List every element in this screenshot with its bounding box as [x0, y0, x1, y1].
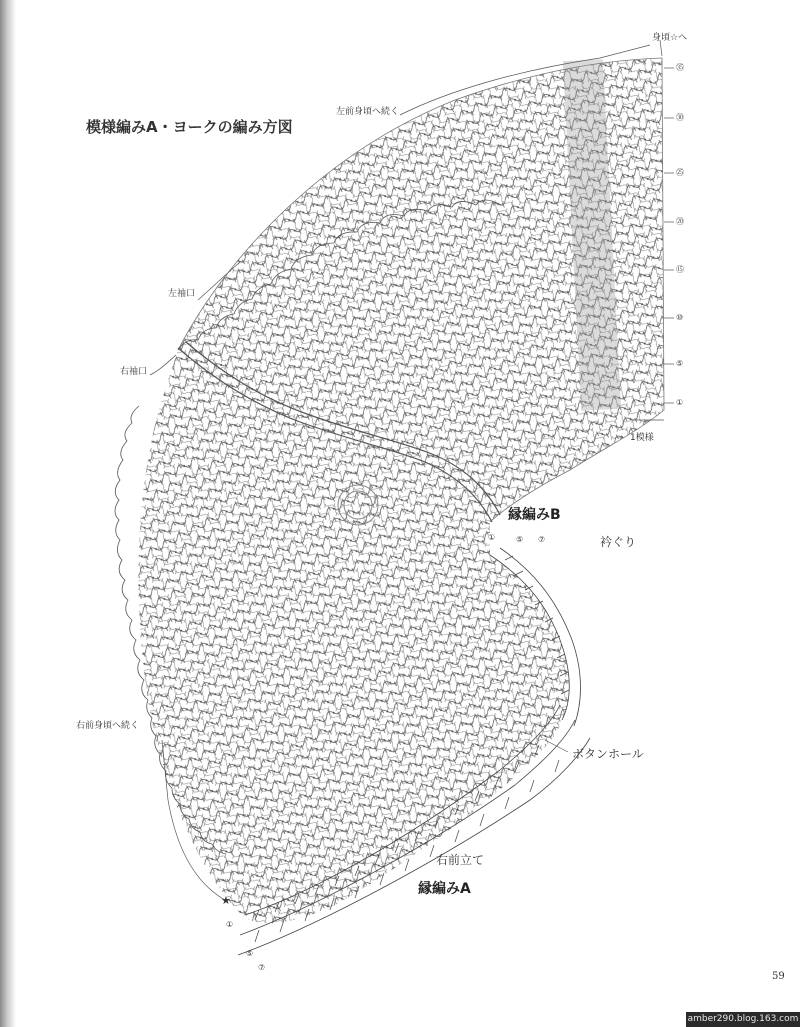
- bottom-row-marker-5: ⑤: [246, 949, 254, 958]
- bottom-row-marker-7: ⑦: [258, 963, 266, 972]
- body-to-label: 身頃☆へ: [652, 33, 688, 43]
- row-marker-20: ⑳: [676, 217, 684, 226]
- row-marker-25: ㉕: [676, 168, 684, 177]
- neckline-label: 衿ぐり: [600, 535, 637, 549]
- left-sleeve-label: 左袖口: [168, 289, 196, 299]
- neck-row-marker-7: ⑦: [538, 535, 546, 544]
- blog-watermark: amber290.blog.163.com: [686, 1012, 800, 1027]
- page-number: 59: [772, 971, 785, 982]
- row-marker-1: ①: [676, 398, 684, 407]
- star-marker: ★: [221, 894, 231, 907]
- row-marker-10: ⑩: [676, 313, 684, 322]
- right-front-band-label: 右前立て: [436, 853, 485, 867]
- right-sleeve-label: 右袖口: [120, 367, 148, 377]
- right-front-continue-label: 右前身頃へ続く: [76, 721, 140, 731]
- left-front-continue-label: 左前身頃へ続く: [336, 107, 400, 117]
- neck-row-marker-1: ①: [488, 533, 496, 542]
- row-marker-35: ㉟: [676, 63, 684, 72]
- bottom-row-marker-1: ①: [226, 920, 234, 929]
- row-marker-30: ㉚: [676, 113, 684, 122]
- buttonhole-label: ボタンホール: [572, 747, 644, 761]
- one-pattern-label: 1模様: [630, 433, 654, 443]
- row-marker-5: ⑤: [676, 359, 684, 368]
- neck-row-marker-5: ⑤: [516, 535, 524, 544]
- edging-b-label: 縁編みB: [508, 507, 561, 523]
- edging-a-label: 縁編みA: [418, 881, 471, 897]
- chart-title: 模様編みA・ヨークの編み方図: [86, 118, 293, 136]
- row-marker-15: ⑮: [676, 265, 684, 274]
